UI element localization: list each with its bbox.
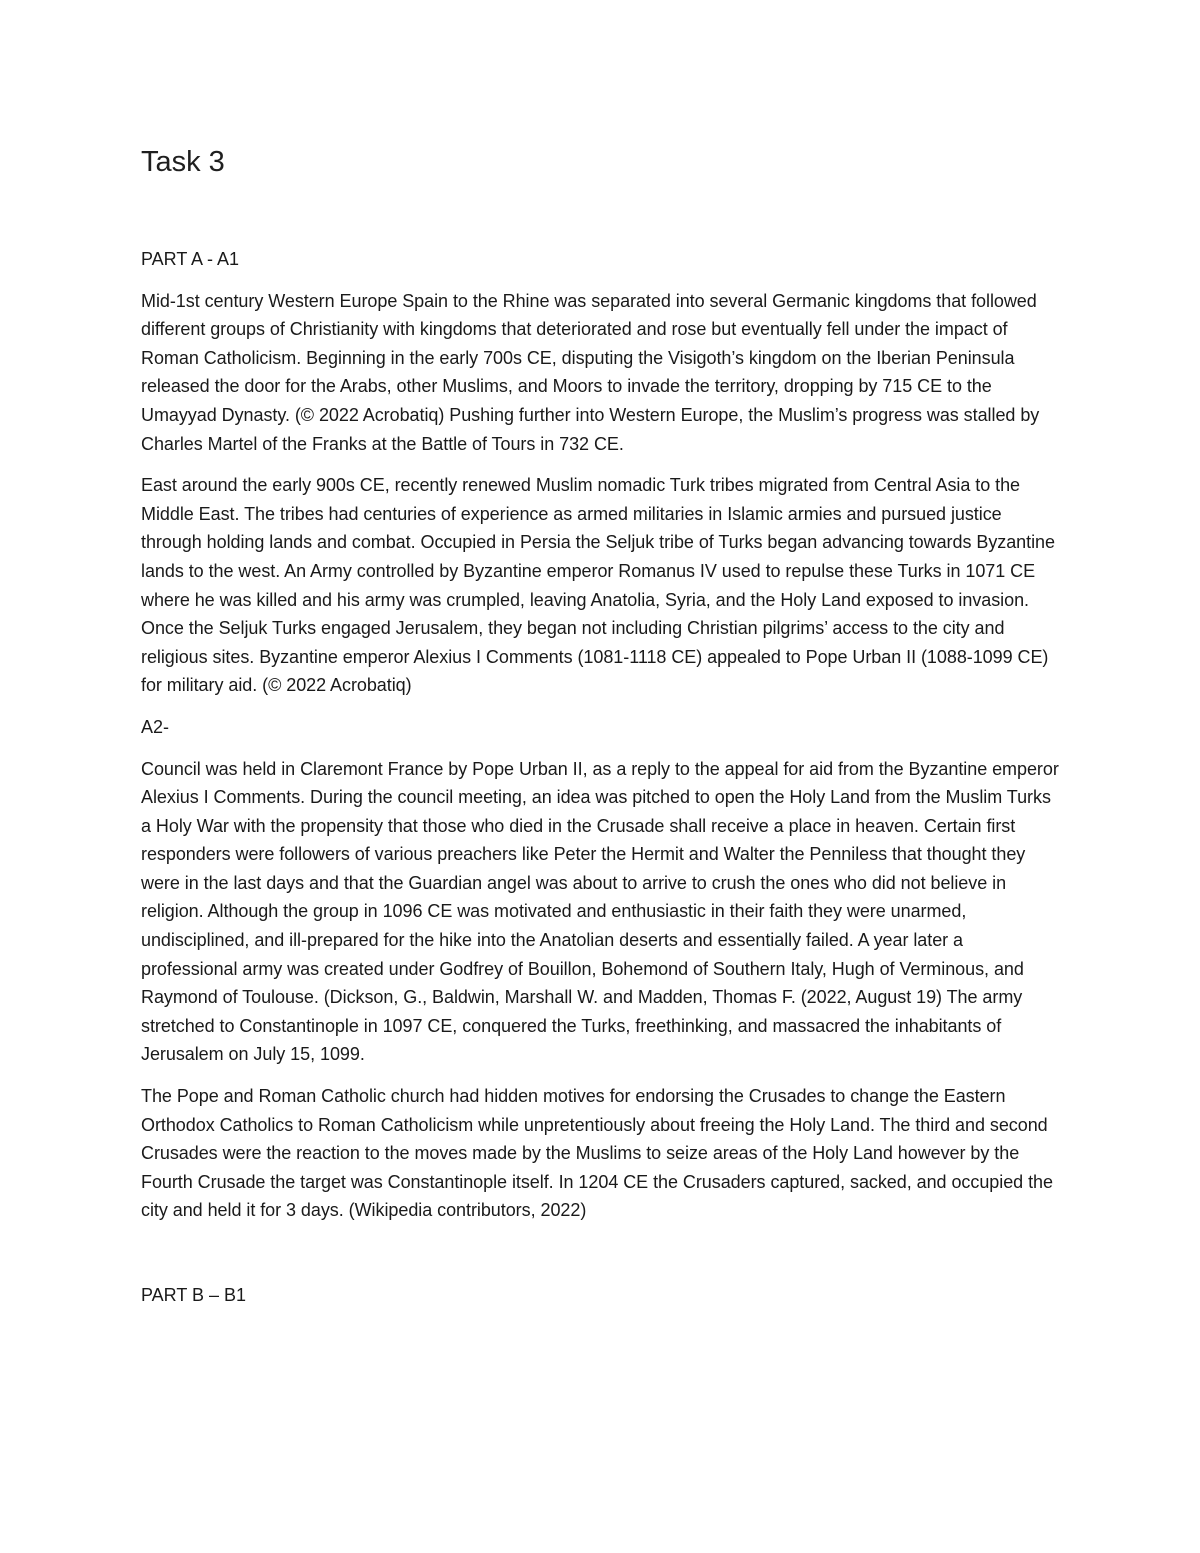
document-page [141,142,1061,1310]
paragraph-pope-motives: The Pope and Roman Catholic church had hidden motives for endorsing the Crusades to change the Eastern Orthodox Catholics to Roman Catholicism while unpretentiously about freeing the Holy Land. The third and second Crusades were the reaction to the moves made by the Muslims to seize areas of the Holy Land however by the Fourth Crusade the target was Constantinople itself. In 1204 CE the Crusaders captured, sacked, and occupied the city and held it for 3 days. (Wikipedia contributors, 2022) [141,1086,1053,1221]
a2-heading: A2- [141,716,170,737]
part-a-heading: PART A - A1 [141,249,240,269]
document-title: Task 3 [141,146,225,178]
paragraph-council-claremont: Council was held in Claremont France by Pope Urban II, as a reply to the appeal for aid from the Byzantine emperor Alexius I Comments. During the council meeting, an idea was pitched to open the Holy Land from the Muslim Turks a Holy War with the propensity that those who died in the Crusade shall receive a place in heaven. Certain first responders were followers of various preachers like Peter the Hermit and Walter the Penniless that thought they were in the last days and that the Guardian angel was about to arrive to crush the ones who did not believe in religion. Although the group in 1096 CE was motivated and enthusiastic in their faith they were unarmed, undisciplined, and ill-prepared for the hike into the Anatolian deserts and essentially failed. A year later a professional army was created under Godfrey of Bouillon, Bohemond of Southern Italy, Hugh of Verminous, and Raymond of Toulouse. (Dickson, G., Baldwin, Marshall W. and Madden, Thomas F. (2022, August 19) The army stretched to Constantinople in 1097 CE, conquered the Turks, freethinking, and massacred the inhabitants of Jerusalem on July 15, 1099. [141,758,1059,1065]
part-b-heading: PART B – B1 [141,1285,247,1305]
paragraph-seljuk-turks: East around the early 900s CE, recently renewed Muslim nomadic Turk tribes migrated from Central Asia to the Middle East. The tribes had centuries of experience as armed militaries in Islamic armies and pursued justice through holding lands and combat. Occupied in Persia the Seljuk tribe of Turks began advancing towards Byzantine lands to the west. An Army controlled by Byzantine emperor Romanus IV used to repulse these Turks in 1071 CE where he was killed and his army was crumpled, leaving Anatolia, Syria, and the Holy Land exposed to invasion. Once the Seljuk Turks engaged Jerusalem, they began not including Christian pilgrims’ access to the city and religious sites. Byzantine emperor Alexius I Comments (1081-1118 CE) appealed to Pope Urban II (1088-1099 CE) for military aid. (© 2022 Acrobatiq) [141,475,1055,696]
paragraph-western-europe: Mid-1st century Western Europe Spain to the Rhine was separated into several Germanic kingdoms that followed different groups of Christianity with kingdoms that deteriorated and rose but eventually fell under the impact of Roman Catholicism. Beginning in the early 700s CE, disputing the Visigoth’s kingdom on the Iberian Peninsula released the door for the Arabs, other Muslims, and Moors to invade the territory, dropping by 715 CE to the Umayyad Dynasty. (© 2022 Acrobatiq) Pushing further into Western Europe, the Muslim’s progress was stalled by Charles Martel of the Franks at the Battle of Tours in 732 CE. [141,290,1040,454]
